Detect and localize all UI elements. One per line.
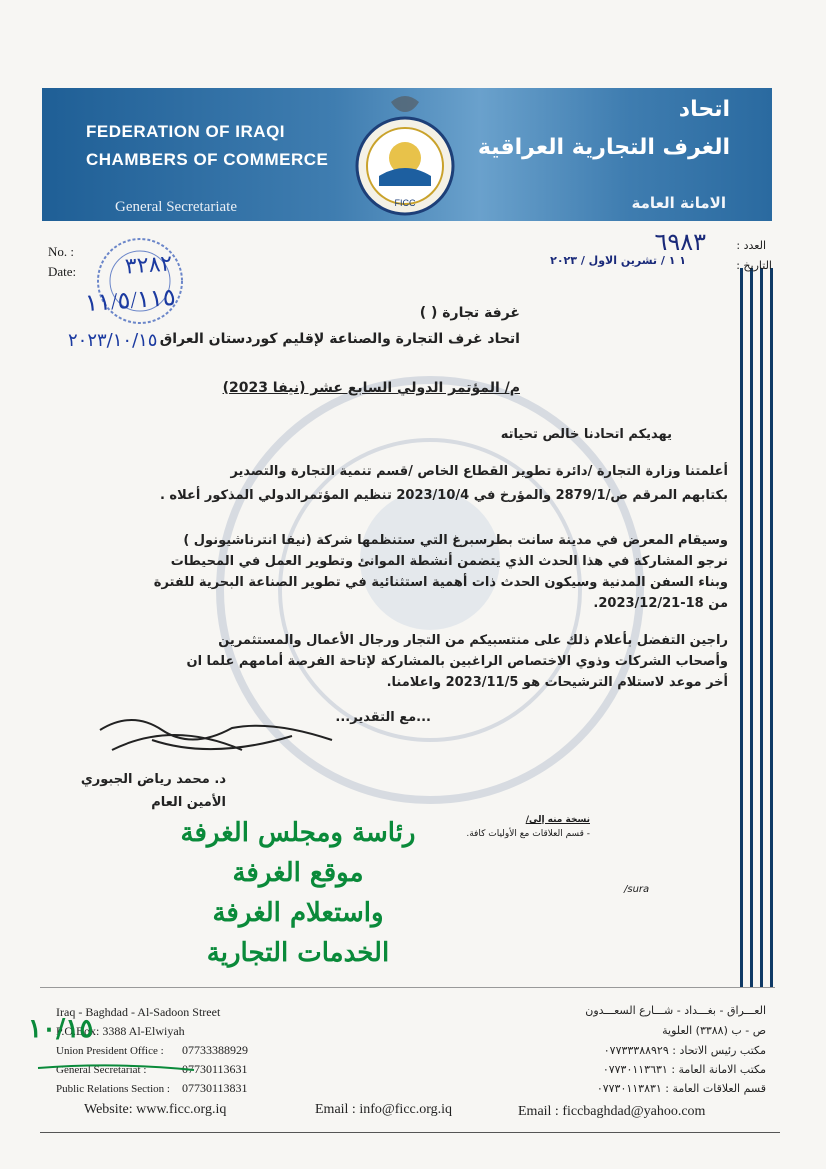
- copy-item: - قسم العلاقات مع الأوليات كافة.: [466, 829, 590, 839]
- handwritten-incoming-number: ٣٢٨٢: [124, 250, 174, 279]
- paragraph-2: [98, 530, 728, 614]
- closing: ...مع التقدير...: [335, 710, 431, 725]
- phone-label: Public Relations Section :: [56, 1083, 170, 1095]
- footer-pobox-ar: ص - ب (٣٣٨٨) العلوية: [662, 1024, 766, 1037]
- handwritten-note-3: واستعلام الغرفة: [212, 898, 384, 928]
- signer-name: د. محمد رياض الجبوري: [80, 772, 226, 787]
- date-label-en: Date:: [48, 264, 77, 279]
- handwritten-note-2: موقع الغرفة: [232, 858, 364, 888]
- phone-label: General Secretariat :: [56, 1064, 147, 1076]
- copy-heading: نسخة منه إلى/: [525, 815, 590, 825]
- number-value: ٦٩٨٣: [654, 230, 706, 256]
- phone-label: Union President Office :: [56, 1045, 164, 1057]
- footer-phone-ar: مكتب رئيس الاتحاد : ٠٧٧٣٣٣٨٨٩٢٩: [603, 1044, 766, 1057]
- paragraph-line: أخر موعد لاستلام الترشيحات هو 2023/11/5 واعلامنا.: [386, 675, 728, 690]
- subject-line: م/ المؤتمر الدولي السابع عشر (نيفا 2023): [222, 380, 520, 396]
- paragraph-line: وسيقام المعرض في مدينة سانت بطرسبرغ التي ستنظمها شركة (نيفا انترناشيونول ): [183, 533, 728, 548]
- phone-value: 07733388929: [182, 1043, 248, 1057]
- paragraph-1: [108, 460, 728, 508]
- paragraph-line: راجين التفضل بأعلام ذلك على منتسبيكم من التجار ورجال الأعمال والمستثمرين: [218, 633, 728, 648]
- number-label-ar: العدد :: [736, 239, 766, 252]
- ficc-logo: [345, 88, 465, 218]
- footer-address-en: Iraq - Baghdad - Al-Sadoon Street: [56, 1005, 221, 1019]
- number-label-en: No. :: [48, 244, 74, 259]
- org-name-ar-line2: الغرف التجارية العراقية: [477, 135, 730, 160]
- handwritten-underline: [36, 1060, 196, 1074]
- margin-line: [770, 268, 773, 988]
- handwritten-note-4: الخدمات التجارية: [206, 938, 390, 968]
- phone-value: 07730113831: [182, 1081, 248, 1095]
- phone-value: 07730113631: [182, 1062, 248, 1076]
- logo-text: FICC: [394, 198, 416, 208]
- secretariat-ar: الامانة العامة: [631, 194, 726, 212]
- paragraph-line: أعلمتنا وزارة التجارة /دائرة تطوير القطاع الخاص /قسم تنمية التجارة والتصدير: [230, 464, 728, 479]
- signature: [92, 700, 342, 770]
- signer-title: الأمين العام: [151, 795, 226, 810]
- date-value: ١ ١ / تشرين الاول / ٢٠٢٣: [550, 254, 686, 267]
- paragraph-line: وأصحاب الشركات وذوي الاختصاص الراغبين بالمشاركة لإتاحة الفرصة أمامهم علما ان: [186, 654, 728, 669]
- footer-website: Website: www.ficc.org.iq: [84, 1102, 227, 1117]
- margin-line: [750, 268, 753, 988]
- org-name-en-line1: FEDERATION OF IRAQI: [86, 122, 286, 141]
- org-name-en-line2: CHAMBERS OF COMMERCE: [86, 150, 329, 169]
- date-label-ar: التاريخ :: [736, 259, 772, 272]
- org-name-en: [86, 118, 328, 174]
- paragraph-line: وبناء السفن المدنية وسيكون الحدث ذات أهمية استثنائية في تطوير الصناعة البحرية للفترة: [153, 575, 728, 590]
- org-name-ar-line1: اتحاد: [678, 97, 730, 122]
- footer-pobox-en: P.O.Box: 3388 Al-Elwiyah: [56, 1024, 185, 1038]
- secretariat-en: General Secretariate: [115, 199, 237, 215]
- handwritten-footer-date: ١٠/١٥: [28, 1014, 94, 1044]
- handwritten-note-1: رئاسة ومجلس الغرفة: [180, 818, 416, 848]
- margin-line: [760, 268, 763, 988]
- footer-email-info: Email : info@ficc.org.iq: [315, 1102, 453, 1117]
- footer-email-yahoo: Email : ficcbaghdad@yahoo.com: [518, 1104, 706, 1119]
- footer-phone-ar: قسم العلاقات العامة : ٠٧٧٣٠١١٣٨٣١: [596, 1082, 766, 1095]
- footer-address-ar: العـــراق - بغـــداد - شـــارع السعـــدون: [585, 1004, 766, 1017]
- footer-divider: [40, 987, 775, 988]
- addressee-line1: غرفة تجارة ( ): [419, 305, 520, 321]
- paragraph-3: [98, 630, 728, 693]
- page-bottom-border: [40, 1132, 780, 1133]
- greeting: يهديكم اتحادنا خالص تحياته: [500, 427, 672, 442]
- paragraph-line: من 18-2023/12/21.: [593, 596, 728, 611]
- paragraph-line: نرجو المشاركة في هذا الحدث الذي يتضمن أنشطة الموانئ وتطوير العمل في المحيطات: [170, 554, 728, 569]
- paragraph-line: بكتابهم المرقم ص/2879/1 والمؤرخ في 2023/10/4 تنظيم المؤتمرالدولي المذكور أعلاه .: [159, 488, 728, 503]
- footer-phone-row: [56, 1043, 248, 1058]
- footer-phone-row: [56, 1081, 248, 1096]
- addressee-line2: اتحاد غرف التجارة والصناعة لإقليم كوردستان العراق: [159, 331, 520, 347]
- typist-initials: /sura: [624, 884, 650, 895]
- footer-phone-ar: مكتب الامانة العامة : ٠٧٧٣٠١١٣٦٣١: [602, 1063, 766, 1076]
- handwritten-incoming-date: ١١/٥/١١٥: [84, 284, 177, 318]
- handwritten-extra: ٢٠٢٣/١٠/١٥: [68, 330, 158, 351]
- margin-line: [740, 268, 743, 988]
